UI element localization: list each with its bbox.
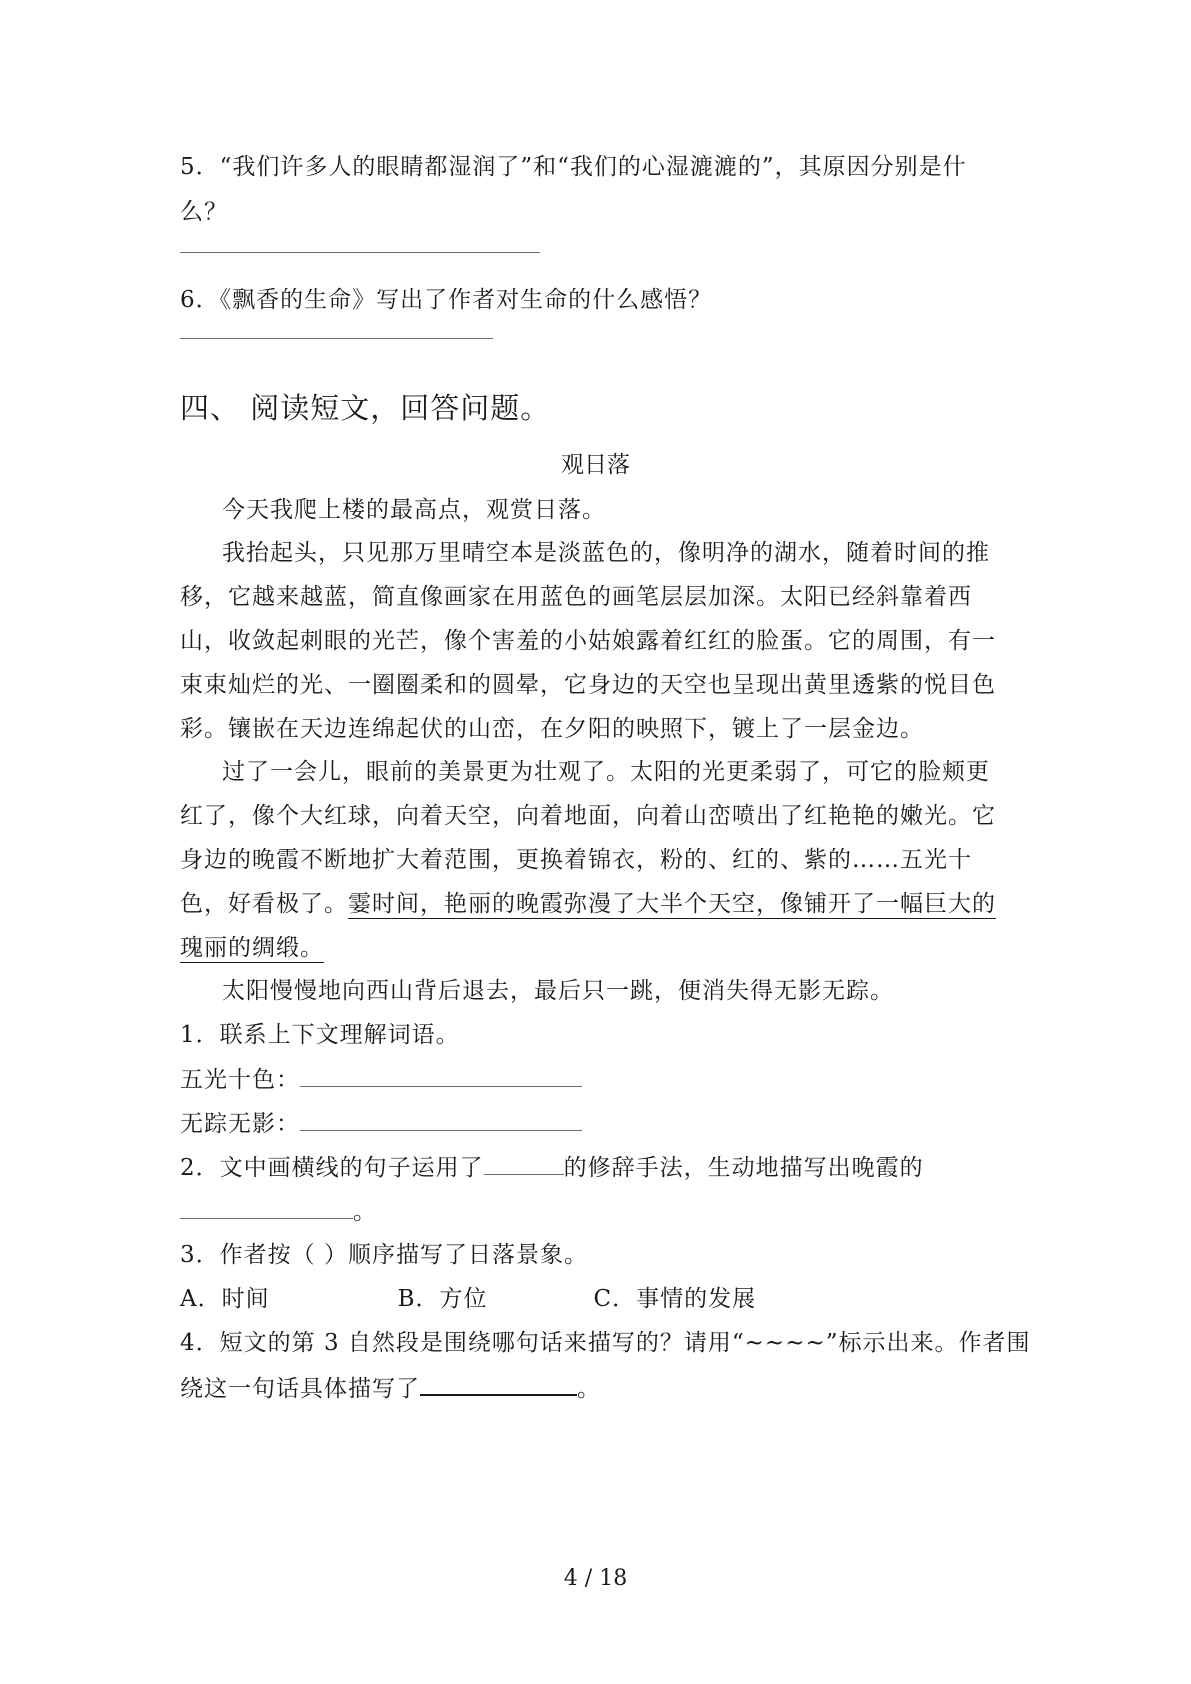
question-2-line-1	[180, 1152, 924, 1183]
passage-paragraph-3-line-1: 过了一会儿，眼前的美景更为壮观了。太阳的光更柔弱了，可它的脸颊更	[222, 759, 990, 785]
passage-paragraph-3-line-2: 红了，像个大红球，向着天空，向着地面，向着山峦喷出了红艳艳的嫩光。它	[180, 803, 996, 829]
question-2-text-post: 的修辞手法，生动地描写出晚霞的	[563, 1155, 924, 1181]
underlined-sentence-part-1: 霎时间，艳丽的晚霞弥漫了大半个天空，像铺开了一幅巨大的	[348, 891, 996, 917]
question-1-item-b-label: 无踪无影：	[180, 1111, 300, 1137]
passage-paragraph-2-line-5: 彩。镶嵌在天边连绵起伏的山峦，在夕阳的映照下，镀上了一层金边。	[180, 716, 924, 742]
question-4-line-1: 4．短文的第 3 自然段是围绕哪句话来描写的？请用“~~~~”标示出来。作者围	[180, 1330, 1031, 1356]
q5-answer-line[interactable]	[180, 252, 540, 253]
passage-paragraph-4: 太阳慢慢地向西山背后退去，最后只一跳，便消失得无影无踪。	[222, 978, 894, 1004]
question-2-text-pre: 2．文中画横线的句子运用了	[180, 1155, 484, 1181]
passage-paragraph-2-line-3: 山，收敛起刺眼的光芒，像个害羞的小姑娘露着红红的脸蛋。它的周围，有一	[180, 628, 996, 654]
passage-paragraph-2-line-1: 我抬起头，只见那万里晴空本是淡蓝色的，像明净的湖水，随着时间的推	[222, 540, 990, 566]
question-4-line-2	[180, 1372, 601, 1404]
question-2-end: 。	[353, 1199, 377, 1225]
question-2-blank-2[interactable]	[180, 1196, 353, 1219]
question-1-item-a-blank[interactable]	[300, 1064, 582, 1087]
passage-paragraph-3-plain-text: 色，好看极了。	[180, 891, 348, 917]
question-4-blank[interactable]	[420, 1372, 577, 1396]
q6-answer-line[interactable]	[180, 338, 493, 339]
passage-paragraph-3-line-4	[180, 889, 996, 919]
question-4-text: 绕这一句话具体描写了	[180, 1376, 420, 1402]
passage-paragraph-2-line-4: 束束灿烂的光、一圈圈柔和的圆晕，它身边的天空也呈现出黄里透紫的悦目色	[180, 672, 996, 698]
question-1: 1．联系上下文理解词语。	[180, 1022, 460, 1048]
section-heading: 四、 阅读短文，回答问题。	[180, 391, 551, 425]
passage-paragraph-3-line-3: 身边的晚霞不断地扩大着范围，更换着锦衣，粉的、红的、紫的……五光十	[180, 847, 972, 873]
underlined-sentence-part-2: 瑰丽的绸缎。	[180, 935, 324, 961]
question-3-options	[180, 1284, 756, 1314]
passage-paragraph-2-line-2: 移，它越来越蓝，简直像画家在用蓝色的画笔层层加深。太阳已经斜靠着西	[180, 584, 972, 610]
question-1-item-b-blank[interactable]	[300, 1108, 582, 1131]
question-1-item-a-label: 五光十色：	[180, 1067, 300, 1093]
question-2-line-2	[180, 1196, 377, 1227]
question-2-blank-1[interactable]	[484, 1152, 564, 1175]
question-3-option-c[interactable]: C．事情的发展	[593, 1286, 757, 1312]
q5-line-1: 5．“我们许多人的眼睛都湿润了”和“我们的心湿漉漉的”，其原因分别是什	[180, 154, 967, 180]
passage-paragraph-1: 今天我爬上楼的最高点，观赏日落。	[222, 497, 606, 523]
passage-title: 观日落	[561, 452, 630, 478]
q6-text: 6．《飘香的生命》写出了作者对生命的什么感悟？	[180, 287, 713, 313]
question-4-end: 。	[577, 1376, 601, 1402]
passage-paragraph-3-line-5	[180, 933, 324, 963]
question-1-item-a	[180, 1064, 582, 1095]
q5-line-2: 么？	[180, 199, 228, 225]
question-3-option-b[interactable]: B．方位	[397, 1286, 488, 1312]
page-number: 4 / 18	[563, 1566, 628, 1591]
question-3-option-a[interactable]: A．时间	[180, 1286, 270, 1312]
question-1-item-b	[180, 1108, 582, 1139]
question-3: 3．作者按（ ）顺序描写了日落景象。	[180, 1242, 588, 1268]
